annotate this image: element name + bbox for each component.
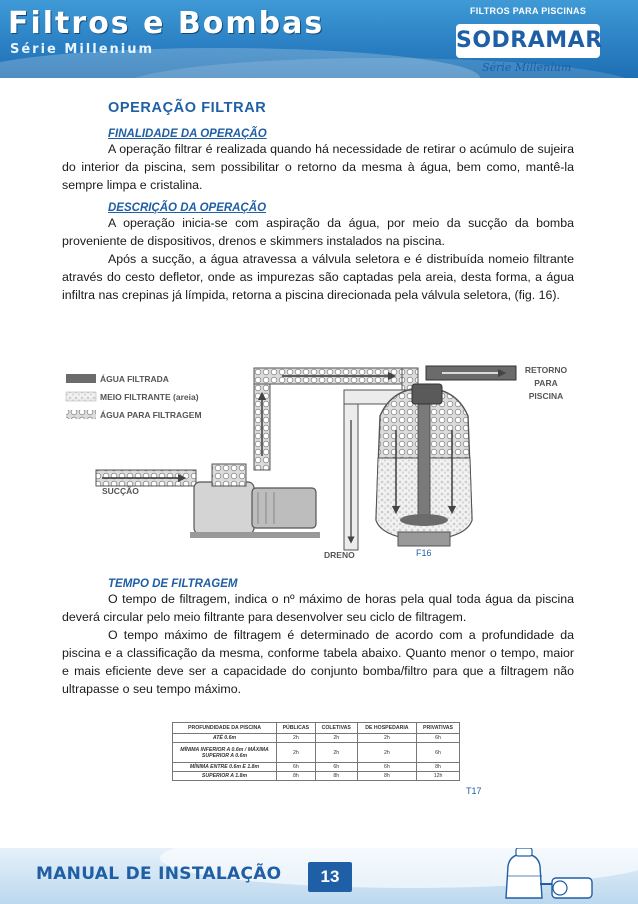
legend-swatch-unfiltered (66, 410, 96, 419)
filtration-time-table (172, 722, 460, 781)
filter-pump-illustration-icon (494, 848, 606, 904)
tempo-text-1: O tempo de filtragem, indica o nº máximo de horas pela qual toda água da piscina deverá circular pelo meio filtrante para desenvolver seu ciclo de filtragem. (62, 592, 574, 624)
table-row (173, 734, 460, 743)
legend-filtered: ÁGUA FILTRADA (100, 374, 169, 384)
tempo-heading: TEMPO DE FILTRAGEM (108, 578, 238, 590)
header-subtitle: Série Millenium (10, 42, 155, 57)
label-dreno: DRENO (324, 550, 355, 560)
table-row (173, 772, 460, 781)
table-caption: T17 (466, 786, 482, 796)
table-header: PÚBLICAS (277, 723, 316, 734)
table-row (173, 743, 460, 763)
tempo-section (62, 578, 574, 698)
table-header: COLETIVAS (315, 723, 357, 734)
figure-caption: F16 (416, 548, 432, 558)
table-cell: 8h (357, 772, 416, 781)
table-row-label: MÍNIMA INFERIOR A 0.6m / MÁXIMA SUPERIOR A 0.6m (173, 743, 277, 763)
label-retorno: RETORNO PARA PISCINA (524, 365, 568, 401)
pump-motor (252, 488, 316, 528)
main-content (62, 100, 574, 304)
table-cell: 6h (417, 743, 460, 763)
section-title: OPERAÇÃO FILTRAR (108, 100, 267, 116)
table-cell: 2h (315, 743, 357, 763)
tempo-text-2: O tempo máximo de filtragem é determinado de acordo com a profundidade da piscina e a classificação da mesma, conforme tabela abaixo. Quanto menor o tempo, maior e mais eficiente deve ser a capacidade do conjunto bomba/filtro para que a filtragem não ultrapasse o seu tempo máximo. (62, 628, 574, 696)
table-header-row (173, 723, 460, 734)
brand-tagline: FILTROS PARA PISCINAS (470, 6, 587, 16)
selector-valve (412, 384, 442, 404)
brand-series: Série Millenium (482, 61, 572, 74)
page-footer (0, 848, 638, 904)
table-cell: 2h (357, 734, 416, 743)
table-cell: 2h (357, 743, 416, 763)
table-cell: 8h (417, 763, 460, 772)
table-cell: 8h (315, 772, 357, 781)
header-title: Filtros e Bombas (8, 6, 325, 41)
table-row-label: ATÉ 0.6m (173, 734, 277, 743)
brand-logo: SODRAMAR (456, 24, 600, 58)
table-cell: 12h (417, 772, 460, 781)
table-row (173, 763, 460, 772)
legend-sand: MEIO FILTRANTE (areia) (100, 392, 199, 402)
finalidade-heading: FINALIDADE DA OPERAÇÃO (108, 128, 267, 140)
table-header: DE HOSPEDARIA (357, 723, 416, 734)
footer-title: MANUAL DE INSTALAÇÃO (36, 864, 282, 884)
legend-swatch-sand (66, 392, 96, 401)
brand-logo-box (452, 0, 638, 92)
table-cell: 8h (277, 772, 316, 781)
table-row-label: SUPERIOR A 1.8m (173, 772, 277, 781)
table-cell: 6h (357, 763, 416, 772)
page-header (0, 0, 638, 92)
page-number: 13 (308, 862, 352, 892)
legend-swatch-filtered (66, 374, 96, 383)
pump-body (194, 482, 254, 534)
table-cell: 6h (315, 763, 357, 772)
descricao-text-2: Após a sucção, a água atravessa a válvula seletora e é distribuída nomeio filtrante através do cesto defletor, onde as impurezas são captadas pela areia, desta forma, a água infiltra nas crepinas já límpida, retorna a piscina direcionada pela válvula seletora, (fig. 16). (62, 252, 574, 302)
table-header: PRIVATIVAS (417, 723, 460, 734)
descricao-text-1: A operação inicia-se com aspiração da água, por meio da sucção da bomba proveniente de dispositivos, drenos e skimmers instalados na piscina. (62, 216, 574, 248)
label-succao: SUCÇÃO (102, 486, 139, 496)
table-cell: 6h (277, 763, 316, 772)
table-cell: 2h (277, 743, 316, 763)
descricao-heading: DESCRIÇÃO DA OPERAÇÃO (108, 202, 267, 214)
table-header: PROFUNDIDADE DA PISCINA (173, 723, 277, 734)
finalidade-text: A operação filtrar é realizada quando há necessidade de retirar o acúmulo de sujeira do interior da piscina, sem possibilitar o retorno da mesma à água, bem como, mantê-la sempre limpa e cristalina. (62, 142, 574, 192)
table-cell: 6h (417, 734, 460, 743)
table-row-label: MÍNIMA ENTRE 0.6m E 1.8m (173, 763, 277, 772)
legend-unfiltered: ÁGUA PARA FILTRAGEM (100, 410, 202, 420)
filter-diagram (62, 360, 574, 570)
table-cell: 2h (315, 734, 357, 743)
table-cell: 2h (277, 734, 316, 743)
